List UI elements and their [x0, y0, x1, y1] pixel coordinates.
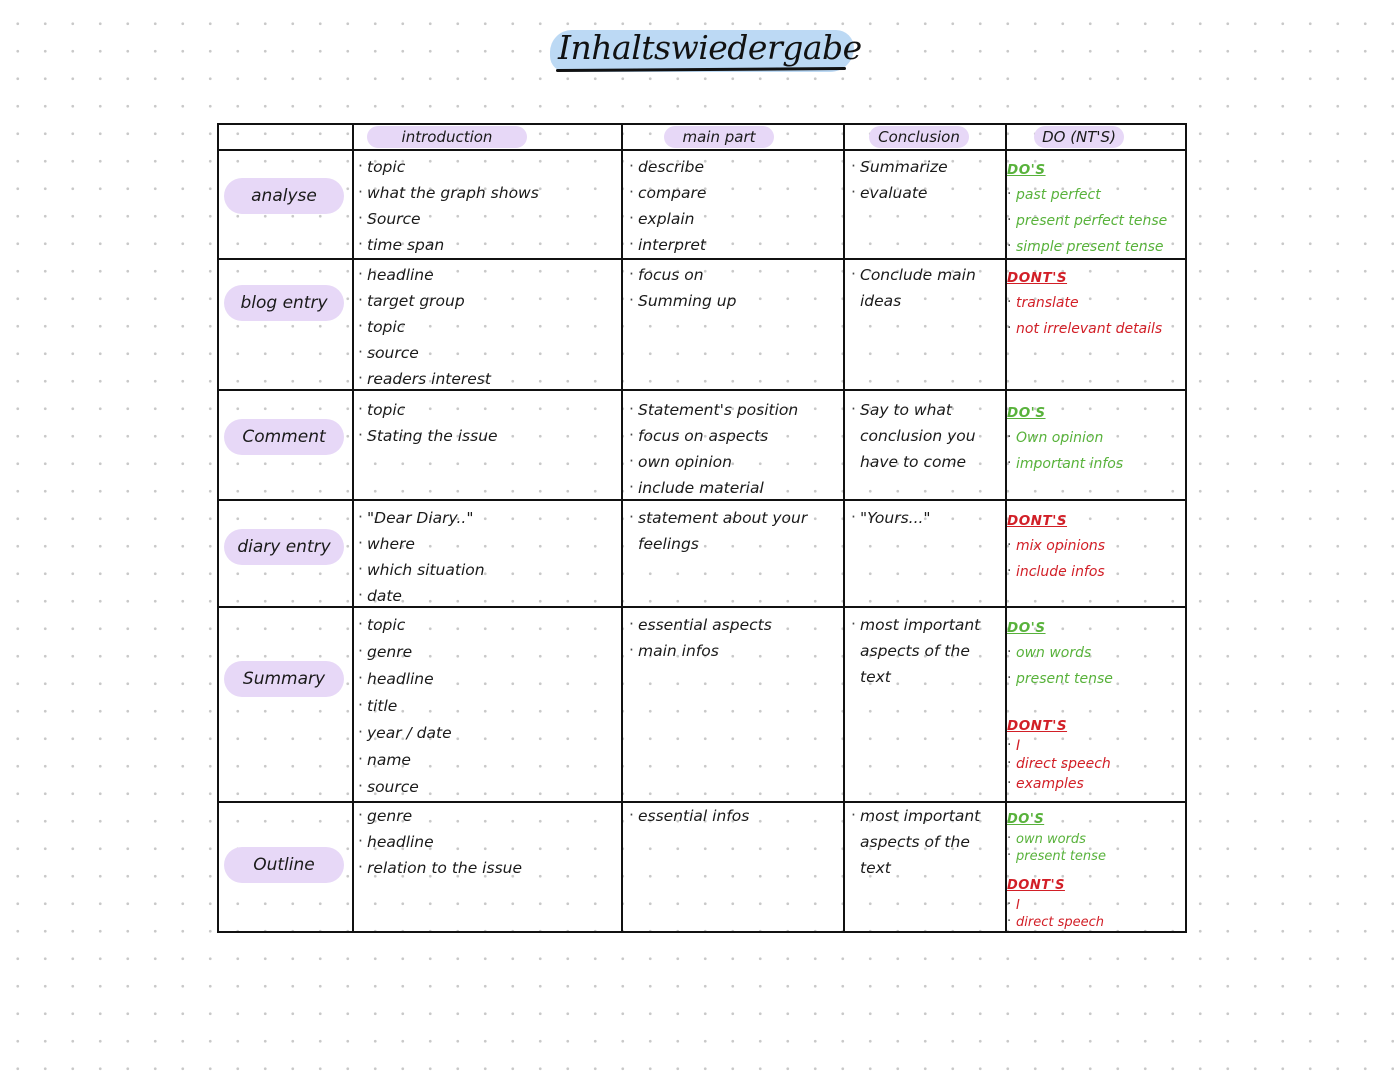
donts-heading: DONT'S	[1007, 878, 1065, 893]
list-item: · what the graph shows	[358, 180, 618, 206]
list-item: · name	[358, 747, 618, 774]
table-border-right	[1185, 123, 1187, 933]
list-item: · topic	[358, 314, 618, 340]
cell-summary-conclusion	[851, 612, 1001, 690]
list-item: · date	[358, 583, 618, 609]
cell-diary-main	[629, 505, 839, 557]
list-item: · source	[358, 774, 618, 801]
list-item: · present perfect tense	[1007, 208, 1183, 234]
row-label-analyse: analyse	[224, 178, 344, 214]
list-item: · describe	[629, 154, 839, 180]
list-item: · essential aspects	[629, 612, 839, 638]
list-item: · Say to what conclusion you have to come	[851, 397, 1000, 475]
list-item: · main infos	[629, 638, 839, 664]
list-item: · focus on aspects	[629, 423, 839, 449]
cell-outline-conclusion	[851, 803, 1001, 881]
list-item: · most important aspects of the text	[851, 612, 1000, 690]
cell-outline-intro	[358, 803, 618, 881]
list-item: · topic	[358, 397, 618, 423]
list-item: · I	[1007, 897, 1183, 914]
list-item: · simple present tense	[1007, 234, 1183, 260]
list-item: · own words	[1007, 640, 1183, 666]
column-divider	[352, 123, 354, 933]
list-item: · year / date	[358, 720, 618, 747]
list-item: · topic	[358, 612, 618, 639]
cell-analyse-dos	[1007, 156, 1183, 260]
list-item: · Summing up	[629, 288, 839, 314]
list-item: · "Yours..."	[851, 505, 1001, 531]
cell-diary-conclusion	[851, 505, 1001, 531]
cell-analyse-main	[629, 154, 839, 258]
list-item: · past perfect	[1007, 182, 1183, 208]
row-label-comment: Comment	[224, 419, 344, 455]
list-item: · headline	[358, 262, 618, 288]
cell-summary-dos	[1007, 614, 1183, 794]
list-item: · readers interest	[358, 366, 618, 392]
cell-diary-dos	[1007, 507, 1183, 585]
cell-diary-intro	[358, 505, 618, 609]
cell-summary-intro	[358, 612, 618, 801]
column-divider	[621, 123, 623, 933]
list-item: · focus on	[629, 262, 839, 288]
list-item: · headline	[358, 666, 618, 693]
list-item: · direct speech	[1007, 754, 1183, 774]
donts-heading: DONT'S	[1007, 270, 1068, 286]
list-item: · time span	[358, 232, 618, 258]
dos-heading: DO'S	[1007, 620, 1046, 636]
cell-blog-intro	[358, 262, 618, 392]
list-item: · source	[358, 340, 618, 366]
list-item: · present tense	[1007, 666, 1183, 692]
cell-outline-main	[629, 803, 839, 829]
row-divider	[217, 149, 1187, 151]
list-item: · mix opinions	[1007, 533, 1183, 559]
list-item: · Conclude main ideas	[851, 262, 1000, 314]
cell-analyse-intro	[358, 154, 618, 258]
list-item: · title	[358, 693, 618, 720]
cell-analyse-conclusion	[851, 154, 1001, 206]
list-item: · present tense	[1007, 848, 1183, 865]
list-item: · which situation	[358, 557, 618, 583]
list-item: · Source	[358, 206, 618, 232]
list-item: · compare	[629, 180, 839, 206]
list-item: · direct speech	[1007, 914, 1183, 931]
list-item: · examples	[1007, 774, 1183, 794]
cell-blog-conclusion	[851, 262, 1001, 314]
table-border-bottom	[217, 931, 1187, 933]
list-item: · statement about your feelings	[629, 505, 818, 557]
header-conclusion: Conclusion	[869, 126, 969, 148]
list-item: · genre	[358, 803, 618, 829]
list-item: · include material	[629, 475, 839, 501]
list-item: · Stating the issue	[358, 423, 618, 449]
cell-comment-intro	[358, 397, 618, 449]
cell-comment-conclusion	[851, 397, 1001, 475]
cell-outline-dos	[1007, 805, 1183, 931]
list-item: · Own opinion	[1007, 425, 1183, 451]
cell-summary-main	[629, 612, 839, 664]
list-item: · genre	[358, 639, 618, 666]
header-main-part: main part	[664, 126, 774, 148]
list-item: · essential infos	[629, 803, 839, 829]
list-item: · target group	[358, 288, 618, 314]
list-item: · own opinion	[629, 449, 839, 475]
list-item: · where	[358, 531, 618, 557]
list-item: · most important aspects of the text	[851, 803, 1000, 881]
list-item: · evaluate	[851, 180, 1001, 206]
table-border-top	[217, 123, 1187, 125]
row-label-diary-entry: diary entry	[224, 529, 344, 565]
row-label-summary: Summary	[224, 661, 344, 697]
list-item: · I	[1007, 738, 1183, 754]
cell-blog-main	[629, 262, 839, 314]
list-item: · Statement's position	[629, 397, 839, 423]
list-item: · not irrelevant details	[1007, 316, 1183, 342]
cell-comment-dos	[1007, 399, 1183, 477]
row-label-outline: Outline	[224, 847, 344, 883]
column-divider	[843, 123, 845, 933]
dos-heading: DO'S	[1007, 162, 1046, 178]
cell-blog-dos	[1007, 264, 1183, 342]
donts-heading: DONT'S	[1007, 513, 1068, 529]
list-item: · topic	[358, 154, 618, 180]
page-title-wrap	[550, 26, 862, 76]
list-item: · Summarize	[851, 154, 1001, 180]
dos-heading: DO'S	[1007, 405, 1046, 421]
list-item: · interpret	[629, 232, 839, 258]
donts-heading: DONT'S	[1007, 718, 1068, 734]
page-title: Inhaltswiedergabe	[558, 28, 862, 67]
summary-table	[217, 123, 1187, 933]
list-item: · important infos	[1007, 451, 1183, 477]
list-item: · headline	[358, 829, 618, 855]
list-item: · explain	[629, 206, 839, 232]
dos-heading: DO'S	[1007, 812, 1045, 827]
list-item: · translate	[1007, 290, 1183, 316]
list-item: · "Dear Diary.."	[358, 505, 618, 531]
table-border-left	[217, 123, 219, 933]
row-label-blog-entry: blog entry	[224, 285, 344, 321]
header-introduction: introduction	[367, 126, 527, 148]
list-item: · own words	[1007, 831, 1183, 848]
cell-comment-main	[629, 397, 839, 501]
list-item: · include infos	[1007, 559, 1183, 585]
list-item: · relation to the issue	[358, 855, 618, 881]
header-dos-donts: DO (NT'S)	[1034, 126, 1124, 148]
